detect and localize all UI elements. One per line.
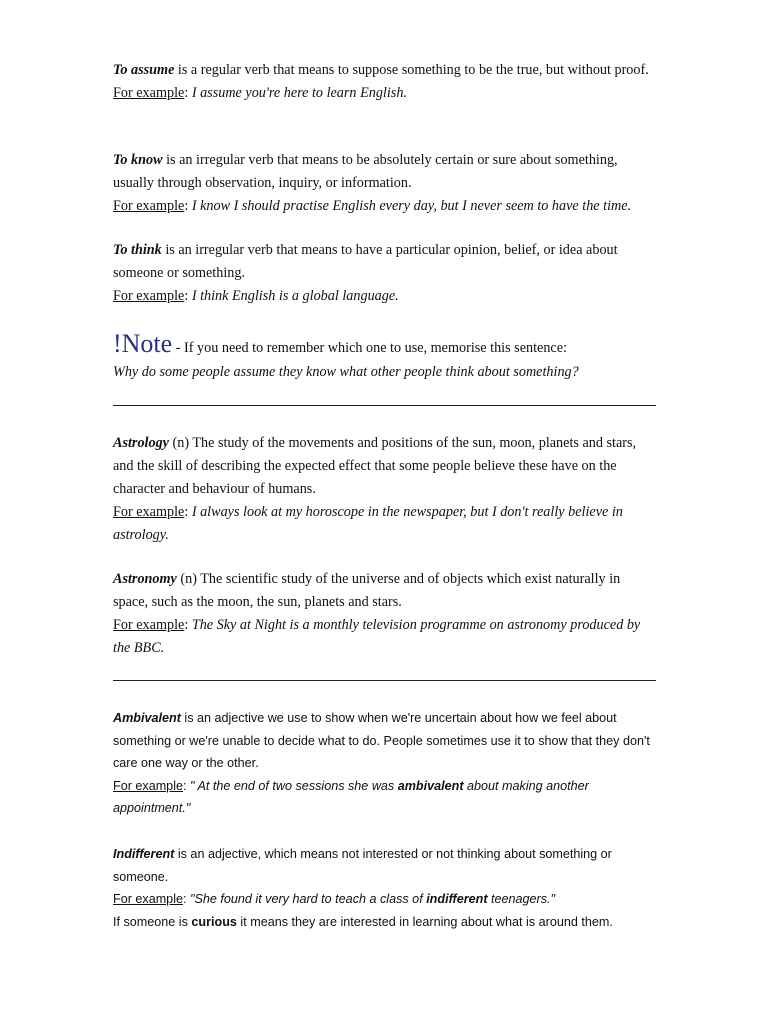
example-keyword: ambivalent — [397, 778, 464, 793]
example-text-pre: " At the end of two sessions she was — [186, 778, 398, 793]
divider-2 — [113, 680, 656, 681]
example-text: I know I should practise English every day, but I never seem to have the time. — [188, 198, 632, 214]
example-label: For example — [113, 892, 183, 906]
example-text: I always look at my horoscope in the newspaper, but I don't really believe in astrology. — [113, 504, 623, 543]
example-label: For example — [113, 85, 185, 101]
example-know — [113, 195, 658, 218]
example-ambivalent — [113, 775, 658, 820]
entry-think — [113, 239, 658, 308]
example-label: For example — [113, 617, 185, 633]
example-colon: : — [183, 892, 187, 906]
note-heading: !Note — [113, 329, 173, 358]
term-astronomy: Astronomy — [113, 571, 177, 587]
definition-text: is an adjective, which means not interested or not thinking about something or someone. — [113, 847, 612, 884]
definition-text: (n) The study of the movements and positions of the sun, moon, planets and stars, and the skill of describing the expected effect that some people believe these have on the character and behaviour of humans. — [113, 435, 637, 497]
note-text: - If you need to remember which one to use, memorise this sentence: — [172, 340, 567, 356]
example-colon: : — [184, 617, 189, 633]
definition-know — [113, 149, 658, 195]
curious-text-pre: If someone is — [113, 914, 192, 929]
example-keyword: indifferent — [426, 892, 488, 906]
example-text-post: teenagers." — [487, 892, 556, 906]
definition-text: is an adjective we use to show when we're uncertain about how we feel about something or we're unable to decide what to do. People sometimes use it to show that they don't care one way or the other. — [113, 711, 650, 770]
entry-know — [113, 149, 658, 218]
note-section — [113, 331, 658, 384]
example-colon: : — [184, 504, 189, 520]
term-know: To know — [113, 152, 163, 168]
entry-assume — [113, 59, 658, 105]
example-text: I assume you're here to learn English. — [188, 85, 407, 101]
definition-text: is a regular verb that means to suppose something to be the true, but without proof. — [174, 62, 649, 78]
example-colon: : — [184, 198, 189, 214]
term-assume: To assume — [113, 62, 175, 78]
example-assume — [113, 82, 658, 105]
example-text-post: about making another appointment." — [113, 778, 589, 815]
entry-ambivalent — [113, 707, 658, 820]
example-text: The Sky at Night is a monthly television programme on astronomy produced by the BBC. — [113, 617, 641, 656]
curious-line — [113, 911, 658, 934]
example-astronomy — [113, 614, 658, 660]
definition-ambivalent — [113, 707, 658, 775]
example-think — [113, 285, 658, 308]
entry-indifferent — [113, 843, 658, 933]
example-text-pre: "She found it very hard to teach a class of — [186, 892, 427, 906]
example-colon: : — [184, 288, 189, 304]
definition-astronomy — [113, 568, 658, 614]
note-line — [113, 331, 658, 360]
example-indifferent — [113, 888, 658, 911]
example-label: For example — [113, 288, 185, 304]
example-text: I think English is a global language. — [188, 288, 399, 304]
entry-astronomy — [113, 568, 658, 660]
example-label: For example — [113, 778, 183, 793]
note-sentence: Why do some people assume they know what other people think about something? — [113, 364, 579, 380]
curious-text-post: it means they are interested in learning about what is around them. — [236, 914, 613, 929]
definition-text: is an irregular verb that means to be absolutely certain or sure about something, usually through observation, inquiry, or information. — [113, 152, 618, 191]
divider-1 — [113, 405, 656, 406]
example-astrology — [113, 501, 658, 547]
term-ambivalent: Ambivalent — [113, 711, 181, 725]
term-astrology: Astrology — [113, 435, 169, 451]
example-colon: : — [183, 778, 187, 793]
definition-indifferent — [113, 843, 658, 888]
definition-text: is an irregular verb that means to have a particular opinion, belief, or idea about someone or something. — [113, 242, 618, 281]
definition-assume — [113, 59, 658, 82]
definition-astrology — [113, 432, 658, 501]
term-indifferent: Indifferent — [113, 847, 175, 861]
example-label: For example — [113, 198, 185, 214]
curious-keyword: curious — [191, 914, 237, 929]
definition-think — [113, 239, 658, 285]
example-colon: : — [184, 85, 189, 101]
term-think: To think — [113, 242, 162, 258]
entry-astrology — [113, 432, 658, 547]
definition-text: (n) The scientific study of the universe and of objects which exist naturally in space, such as the moon, the sun, planets and stars. — [113, 571, 621, 610]
example-label: For example — [113, 504, 185, 520]
